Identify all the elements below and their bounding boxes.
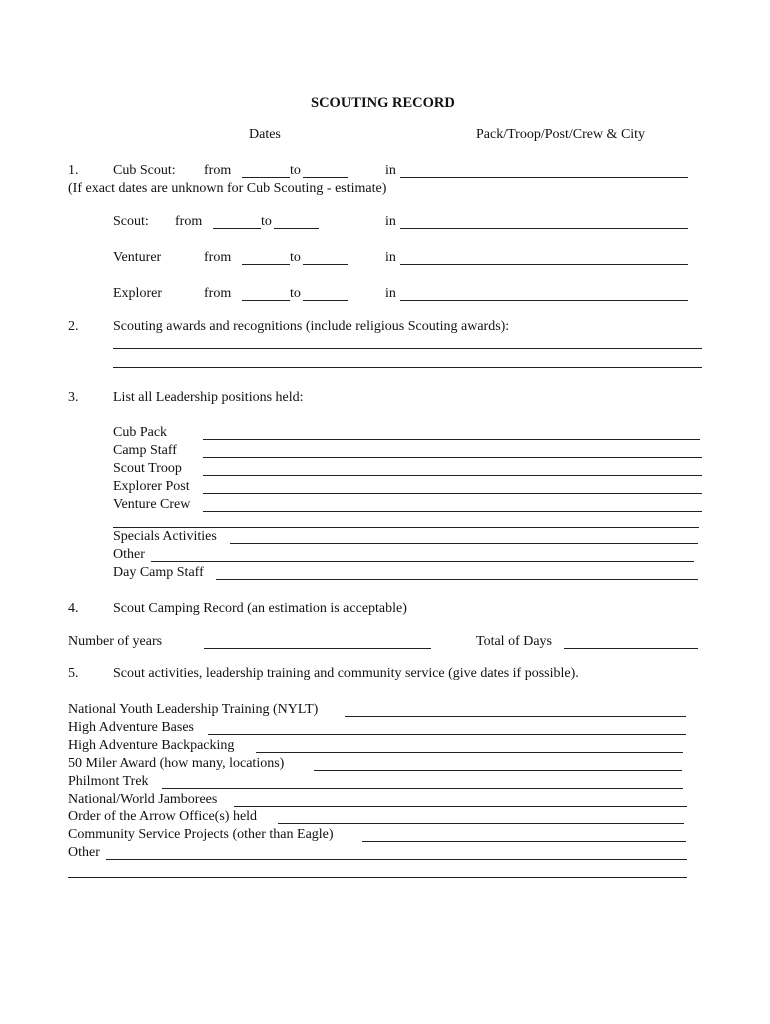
camp-staff-field[interactable] (203, 457, 702, 458)
section3-number: 3. (68, 390, 79, 405)
explorer-to-label: to (290, 286, 301, 301)
cub-estimate-note: (If exact dates are unknown for Cub Scouting - estimate) (68, 181, 387, 196)
section2-text: Scouting awards and recognitions (include religious Scouting awards): (113, 319, 510, 334)
number-of-years-field[interactable] (204, 648, 431, 649)
scout-from-field[interactable] (213, 228, 261, 229)
section4-number: 4. (68, 601, 79, 616)
scout-troop-field[interactable] (203, 475, 702, 476)
order-of-arrow-label: Order of the Arrow Office(s) held (68, 809, 258, 824)
section5-number: 5. (68, 666, 79, 681)
section3-text: List all Leadership positions held: (113, 390, 304, 405)
total-days-label: Total of Days (476, 634, 553, 649)
explorer-post-field[interactable] (203, 493, 702, 494)
camp-staff-label: Camp Staff (113, 443, 177, 458)
venture-crew-label: Venture Crew (113, 497, 191, 512)
awards-line-2[interactable] (113, 367, 702, 368)
explorer-in-field[interactable] (400, 300, 688, 301)
section1-number: 1. (68, 163, 79, 178)
jamborees-label: National/World Jamborees (68, 792, 218, 807)
jamborees-field[interactable] (234, 806, 687, 807)
nylt-label: National Youth Leadership Training (NYLT) (68, 702, 319, 717)
venturer-to-label: to (290, 250, 301, 265)
venturer-to-field[interactable] (303, 264, 348, 265)
dates-header: Dates (249, 127, 281, 142)
cub-from-label: from (204, 163, 232, 178)
scout-troop-label: Scout Troop (113, 461, 182, 476)
activities-extra-line[interactable] (68, 877, 687, 878)
special-activities-field[interactable] (230, 543, 698, 544)
fifty-miler-field[interactable] (314, 770, 682, 771)
explorer-label: Explorer (113, 286, 162, 301)
high-adventure-bases-label: High Adventure Bases (68, 720, 194, 735)
high-adventure-bases-field[interactable] (208, 734, 686, 735)
section4-text: Scout Camping Record (an estimation is acceptable) (113, 601, 407, 616)
explorer-post-label: Explorer Post (113, 479, 190, 494)
day-camp-staff-label: Day Camp Staff (113, 565, 204, 580)
explorer-to-field[interactable] (303, 300, 348, 301)
scout-to-field[interactable] (274, 228, 319, 229)
cub-in-field[interactable] (400, 177, 688, 178)
cub-to-label: to (290, 163, 301, 178)
pack-header: Pack/Troop/Post/Crew & City (476, 127, 646, 142)
other-position-field[interactable] (151, 561, 694, 562)
high-adventure-backpacking-label: High Adventure Backpacking (68, 738, 235, 753)
day-camp-staff-field[interactable] (216, 579, 698, 580)
scout-from-label: from (175, 214, 203, 229)
cub-to-field[interactable] (303, 177, 348, 178)
scout-to-label: to (261, 214, 272, 229)
explorer-from-label: from (204, 286, 232, 301)
community-service-field[interactable] (362, 841, 686, 842)
scout-label: Scout: (113, 214, 149, 229)
document-title: SCOUTING RECORD (311, 95, 455, 111)
venturer-from-label: from (204, 250, 232, 265)
positions-extra-line[interactable] (113, 527, 699, 528)
cub-pack-label: Cub Pack (113, 425, 168, 440)
cub-pack-field[interactable] (203, 439, 700, 440)
explorer-from-field[interactable] (242, 300, 290, 301)
scout-in-field[interactable] (400, 228, 688, 229)
philmont-trek-field[interactable] (162, 788, 683, 789)
philmont-trek-label: Philmont Trek (68, 774, 149, 789)
other-activity-field[interactable] (106, 859, 687, 860)
venturer-from-field[interactable] (242, 264, 290, 265)
venturer-in-field[interactable] (400, 264, 688, 265)
nylt-field[interactable] (345, 716, 686, 717)
awards-line-1[interactable] (113, 348, 702, 349)
other-activity-label: Other (68, 845, 100, 860)
section5-text: Scout activities, leadership training and community service (give dates if possible). (113, 666, 579, 681)
number-of-years-label: Number of years (68, 634, 163, 649)
venturer-in-label: in (385, 250, 396, 265)
community-service-label: Community Service Projects (other than Eagle) (68, 827, 334, 842)
special-activities-label: Specials Activities (113, 529, 217, 544)
cub-in-label: in (385, 163, 396, 178)
other-position-label: Other (113, 547, 145, 562)
scout-in-label: in (385, 214, 396, 229)
section2-number: 2. (68, 319, 79, 334)
venturer-label: Venturer (113, 250, 162, 265)
cub-scout-label: Cub Scout: (113, 163, 176, 178)
venture-crew-field[interactable] (203, 511, 702, 512)
fifty-miler-label: 50 Miler Award (how many, locations) (68, 756, 285, 771)
total-days-field[interactable] (564, 648, 698, 649)
high-adventure-backpacking-field[interactable] (256, 752, 683, 753)
order-of-arrow-field[interactable] (278, 823, 684, 824)
cub-from-field[interactable] (242, 177, 290, 178)
explorer-in-label: in (385, 286, 396, 301)
